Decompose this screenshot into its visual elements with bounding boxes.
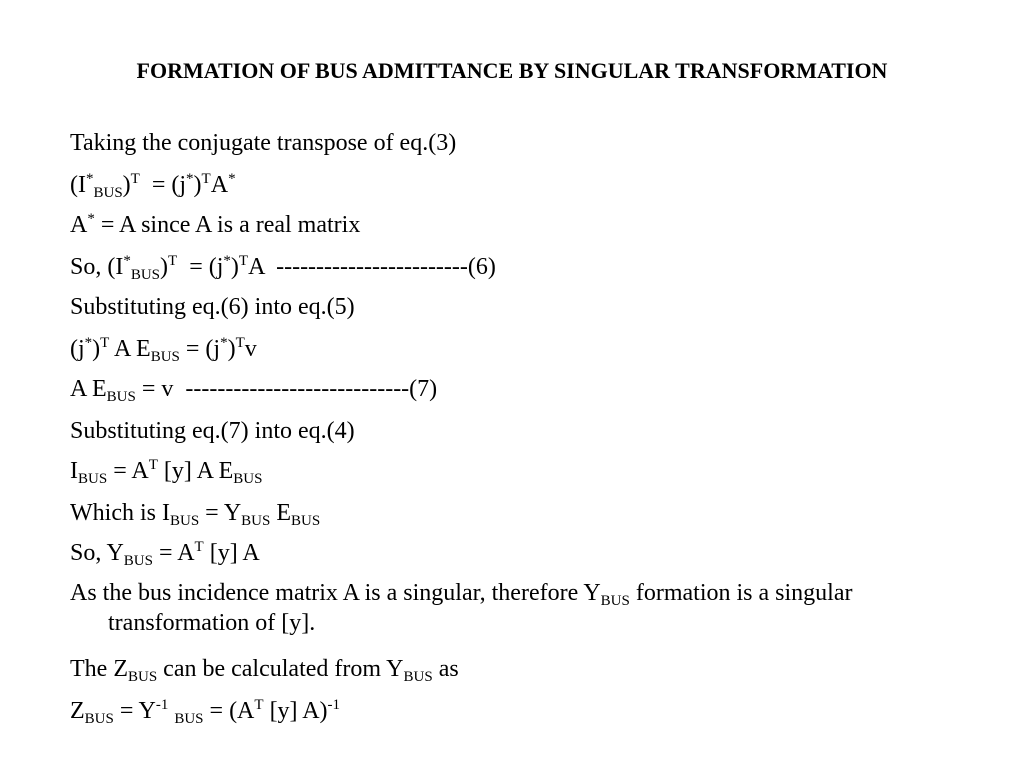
line-7: A $E_{BUS} = v$ ----------------------------(7) — [70, 376, 438, 405]
line-12: As the bus incidence matrix A is a singular, therefore $Y_{BUS}$ formation is a singular transformation of [y]. — [70, 580, 853, 636]
line-14: $Z_{BUS} = Y^{-1}_{BUS} = (A^T$ [y] A)$^{-1}$ — [70, 697, 341, 727]
line-2: $(I^*_{BUS})^T = (j^*)^TA^*$ — [70, 171, 236, 201]
line-4: So, $(I^*_{BUS})^T = (j^*)^TA$ ------------------------(6) — [70, 253, 496, 283]
line-5: Substituting eq.(6) into eq.(5) — [70, 294, 355, 320]
line-3: A* = A since A is a real matrix — [70, 211, 361, 238]
line-9: $I_{BUS} = A^T$ [y] A $E_{BUS}$ — [70, 457, 263, 487]
line-13: The $Z_{BUS}$ can be calculated from $Y_{BUS}$ as — [70, 656, 459, 685]
line-11: So, $Y_{BUS} = A^T$ [y] A — [70, 539, 260, 569]
line-10: Which is $I_{BUS} = Y_{BUS}$ $E_{BUS}$ — [70, 500, 321, 529]
line-8: Substituting eq.(7) into eq.(4) — [70, 418, 355, 444]
line-6: $(j^*)^T$ A $E_{BUS} = (j^*)^Tv$ — [70, 335, 257, 365]
slide-title: FORMATION OF BUS ADMITTANCE BY SINGULAR TRANSFORMATION — [136, 58, 888, 83]
line-1: Taking the conjugate transpose of eq.(3) — [70, 130, 457, 156]
